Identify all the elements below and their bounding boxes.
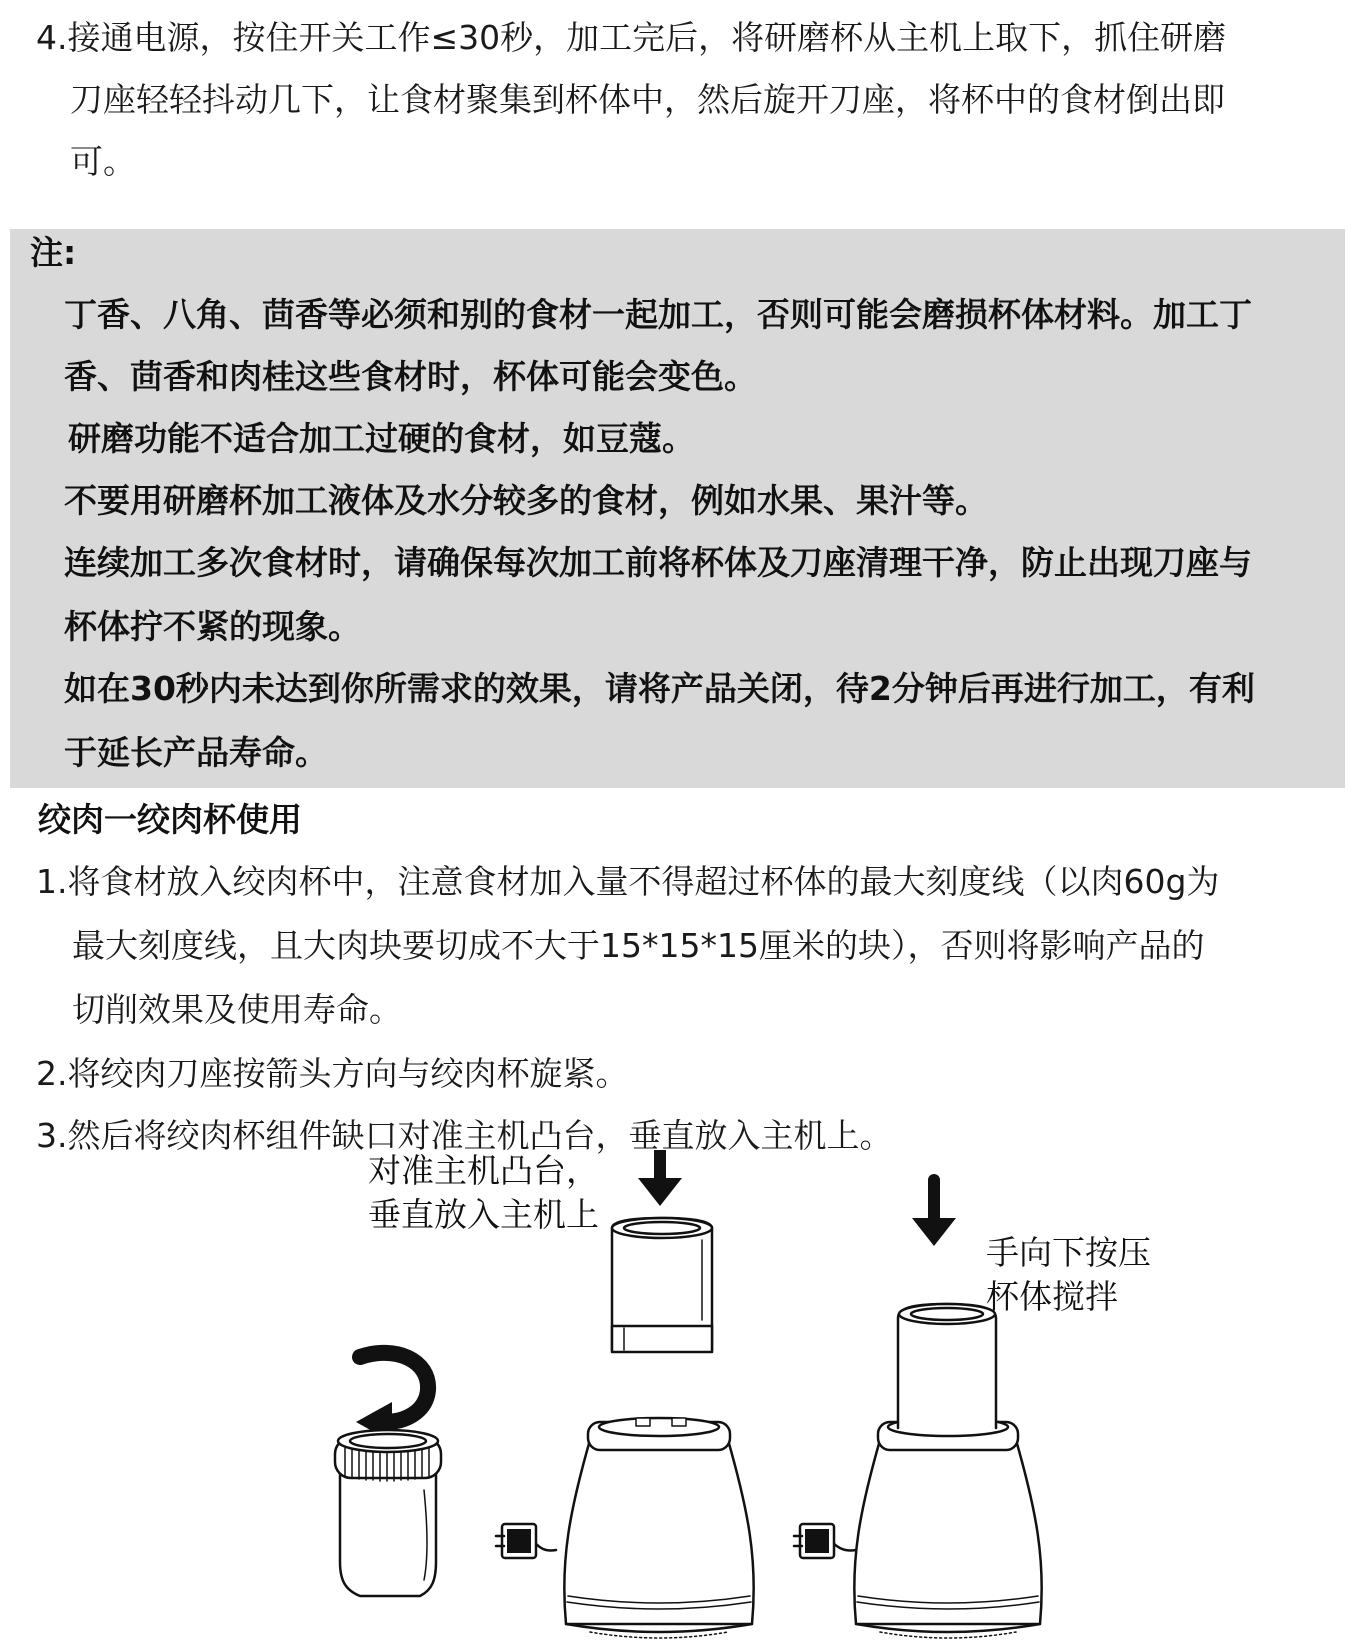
assembly-illustration [0,1150,1370,1646]
note-line-5: 连续加工多次食材时，请确保每次加工前将杯体及刀座清理干净，防止出现刀座与 [64,543,1252,582]
caption-press-line-1: 手向下按压 [986,1233,1151,1272]
caption-align-line-2: 垂直放入主机上 [368,1195,599,1234]
cup-descending [612,1218,712,1352]
note-line-4: 不要用研磨杯加工液体及水分较多的食材，例如水果、果汁等。 [64,481,988,520]
note-line-7: 如在30秒内未达到你所需求的效果，请将产品关闭，待2分钟后再进行加工，有利 [64,669,1255,708]
step4-line-1: 4.接通电源，按住开关工作≤30秒，加工完后，将研磨杯从主机上取下，抓住研磨 [36,18,1227,57]
caption-press-line-2: 杯体搅拌 [986,1277,1118,1316]
step1-line-3: 切削效果及使用寿命。 [72,990,402,1029]
section-heading: 绞肉一绞肉杯使用 [38,800,302,839]
press-down-arrow-icon [912,1180,956,1246]
power-plug-middle [496,1524,556,1558]
base-unit-middle [564,1418,753,1638]
down-arrow-icon [638,1150,682,1206]
step1-line-1: 1.将食材放入绞肉杯中，注意食材加入量不得超过杯体的最大刻度线（以肉60g为 [36,862,1220,901]
step3-text: 3.然后将绞肉杯组件缺口对准主机凸台，垂直放入主机上。 [36,1116,893,1155]
meat-grinder-cup [335,1430,441,1596]
step1-line-2: 最大刻度线，且大肉块要切成不大于15*15*15厘米的块），否则将影响产品的 [72,926,1205,965]
note-line-3: 研磨功能不适合加工过硬的食材，如豆蔻。 [68,419,695,458]
note-line-1: 丁香、八角、茴香等必须和别的食材一起加工，否则可能会磨损杯体材料。加工丁 [64,295,1252,334]
rotate-arrow-icon [356,1353,428,1442]
caption-align-line-1: 对准主机凸台， [368,1151,599,1190]
note-title: 注: [30,233,77,272]
assembled-blender [854,1304,1041,1638]
note-line-2: 香、茴香和肉桂这些食材时，杯体可能会变色。 [64,357,757,396]
step4-line-3: 可。 [70,142,136,181]
note-line-8: 于延长产品寿命。 [64,733,328,772]
note-line-6: 杯体拧不紧的现象。 [64,607,361,646]
step4-line-2: 刀座轻轻抖动几下，让食材聚集到杯体中，然后旋开刀座，将杯中的食材倒出即 [70,80,1225,119]
step2-text: 2.将绞肉刀座按箭头方向与绞肉杯旋紧。 [36,1054,629,1093]
power-plug-right [794,1524,856,1558]
